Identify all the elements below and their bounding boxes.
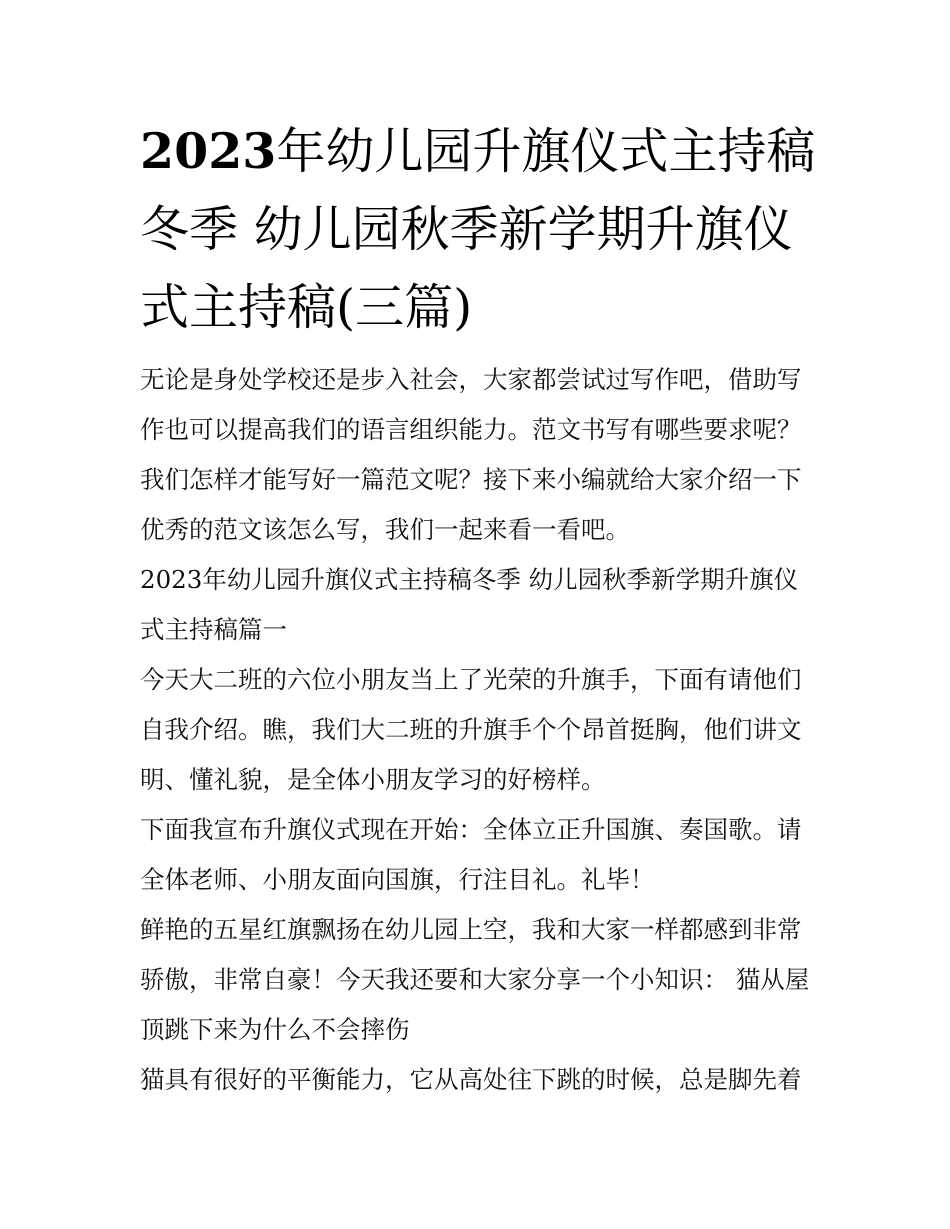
document-title	[140, 112, 820, 347]
title-text: 年幼儿园升旗仪式主持稿冬季 幼儿园秋季新学期升旗仪式主持稿(三篇)	[140, 123, 816, 336]
body-paragraph: 猫具有很好的平衡能力，它从高处往下跳的时候，总是脚先着	[140, 1065, 802, 1094]
section-heading: 2023年幼儿园升旗仪式主持稿冬季 幼儿园秋季新学期升旗仪式主持稿篇一	[140, 565, 799, 644]
document-body	[140, 355, 820, 1105]
body-paragraph: 下面我宣布升旗仪式现在开始：全体立正升国旗、奏国歌。请全体老师、小朋友面向国旗，行注目礼。礼毕！	[140, 815, 802, 894]
title-year: 2023	[140, 122, 277, 180]
body-paragraph: 今天大二班的六位小朋友当上了光荣的升旗手，下面有请他们自我介绍。瞧，我们大二班的升旗手个个昂首挺胸，他们讲文明、懂礼貌，是全体小朋友学习的好榜样。	[140, 665, 802, 794]
intro-paragraph: 无论是身处学校还是步入社会，大家都尝试过写作吧，借助写作也可以提高我们的语言组织能力。范文书写有哪些要求呢？我们怎样才能写好一篇范文呢？接下来小编就给大家介绍一下优秀的范文该怎么写，我们一起来看一看吧。	[140, 365, 802, 544]
body-paragraph: 鲜艳的五星红旗飘扬在幼儿园上空，我和大家一样都感到非常骄傲，非常自豪！今天我还要和大家分享一个小知识： 猫从屋顶跳下来为什么不会摔伤	[140, 915, 810, 1044]
